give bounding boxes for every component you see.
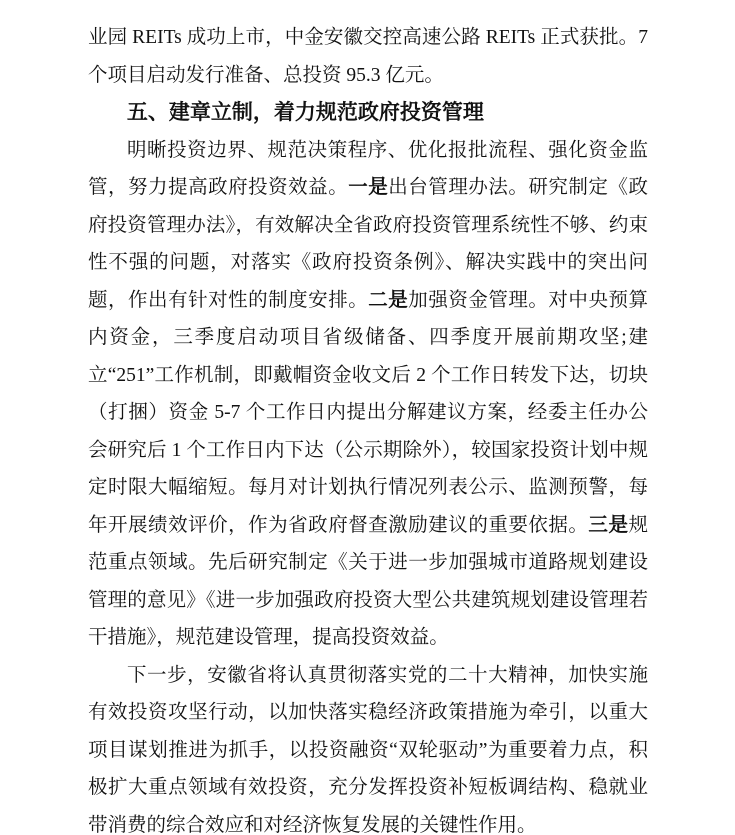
- section-heading: [88, 94, 648, 132]
- paragraph: [88, 132, 648, 657]
- bold-term: 一是: [348, 176, 389, 198]
- text-segment: 规范重点领域。先后研究制定《关于进一步加强城市道路规划建设管理的意见》《进一步加强政府投资大型公共建筑规划建设管理若干措施》，规范建设管理，提高投资效益。: [88, 514, 648, 648]
- bold-term: 五、建章立制，着力规范政府投资管理: [126, 101, 484, 124]
- text-segment: 明晰投资边界、规范决策程序、优化报批流程、强化资金监管，努力提高政府投资效益。: [88, 139, 648, 198]
- bold-term: 三是: [588, 513, 629, 536]
- bold-term: 二是: [368, 288, 409, 311]
- text-segment: 业园 REITs 成功上市，中金安徽交控高速公路 REITs 正式获批。7 个项目启动发行准备、总投资 95.3 亿元。: [88, 27, 648, 86]
- text-segment: 出台管理办法。研究制定《政府投资管理办法》，有效解决全省政府投资管理系统性不够、约束性不强的问题，对落实《政府投资条例》、解决实践中的突出问题，作出有针对性的制度安排。: [88, 177, 648, 311]
- text-segment: 下一步，安徽省将认真贯彻落实党的二十大精神，加快实施有效投资攻坚行动，以加快落实稳经济政策措施为牵引，以重大项目谋划推进为抓手，以投资融资“双轮驱动”为重要着力点，积极扩大重点领域有效投资，充分发挥投资补短板调结构、稳就业带消费的综合效应和对经济恢复发展的关键性作用。: [88, 664, 648, 835]
- paragraph: [88, 657, 648, 835]
- paragraph: [88, 19, 648, 94]
- text-segment: 加强资金管理。对中央预算内资金，三季度启动项目省级储备、四季度开展前期攻坚;建立“251”工作机制，即戴帽资金收文后 2 个工作日转发下达，切块（打捆）资金 5-7 个工作日内提出分解建议方案，经委主任办公会研究后 1 个工作日内下达（公示期除外），较国家投资计划中规定时限大幅缩短。每月对计划执行情况列表公示、监测预警，每年开展绩效评价，作为省政府督查激励建议的重要依据。: [88, 289, 648, 536]
